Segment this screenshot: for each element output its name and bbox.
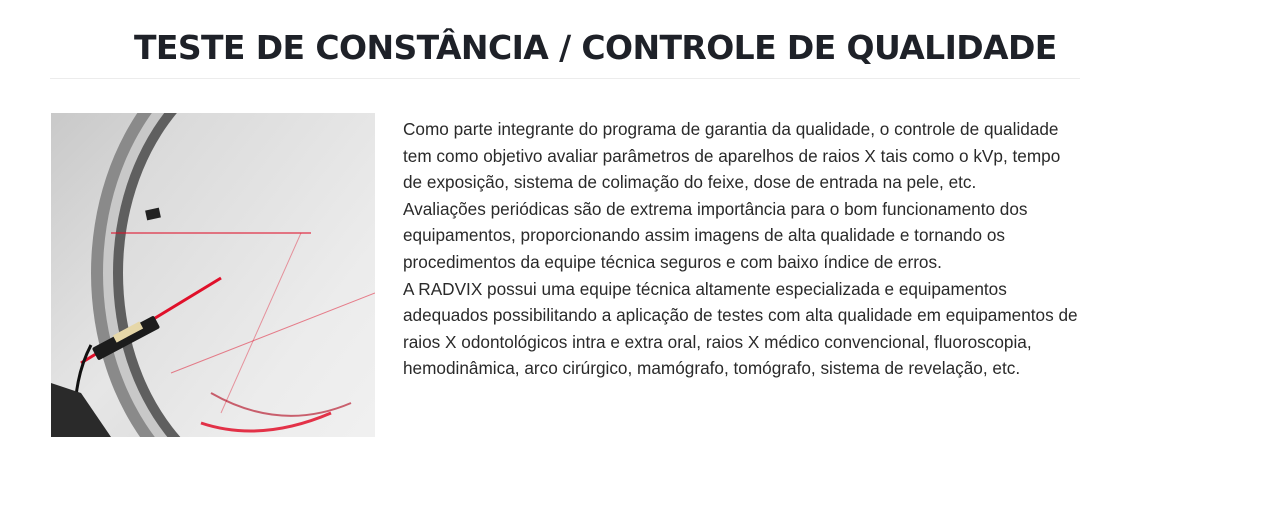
section-title: TESTE DE CONSTÂNCIA / CONTROLE DE QUALIDADE — [134, 28, 1057, 67]
paragraph-intro: Como parte integrante do programa de garantia da qualidade, o controle de qualidade tem como objetivo avaliar parâmetros de aparelhos de raios X tais como o kVp, tempo de exposição, sistema de colimação do feixe, dose de entrada na pele, etc. — [403, 119, 1061, 193]
paragraph-evaluations: Avaliações periódicas são de extrema importância para o bom funcionamento dos equipamentos, proporcionando assim imagens de alta qualidade e tornando os procedimentos da equipe técnica seguros e com baixo índice de erros. — [403, 198, 1028, 272]
xray-ring-laser-photo — [51, 113, 375, 437]
description-text — [403, 116, 1083, 382]
photo-illustration — [51, 113, 375, 437]
gantry-ring-inner — [123, 113, 375, 437]
title-divider — [50, 78, 1080, 79]
paragraph-radvix: A RADVIX possui uma equipe técnica altamente especializada e equipamentos adequados possibilitando a aplicação de testes com alta qualidade em equipamentos de raios X odontológicos intra e extra oral, raios X médico convencional, fluoroscopia, hemodinâmica, arco cirúrgico, mamógrafo, tomógrafo, sistema de revelação, etc. — [403, 278, 1078, 379]
